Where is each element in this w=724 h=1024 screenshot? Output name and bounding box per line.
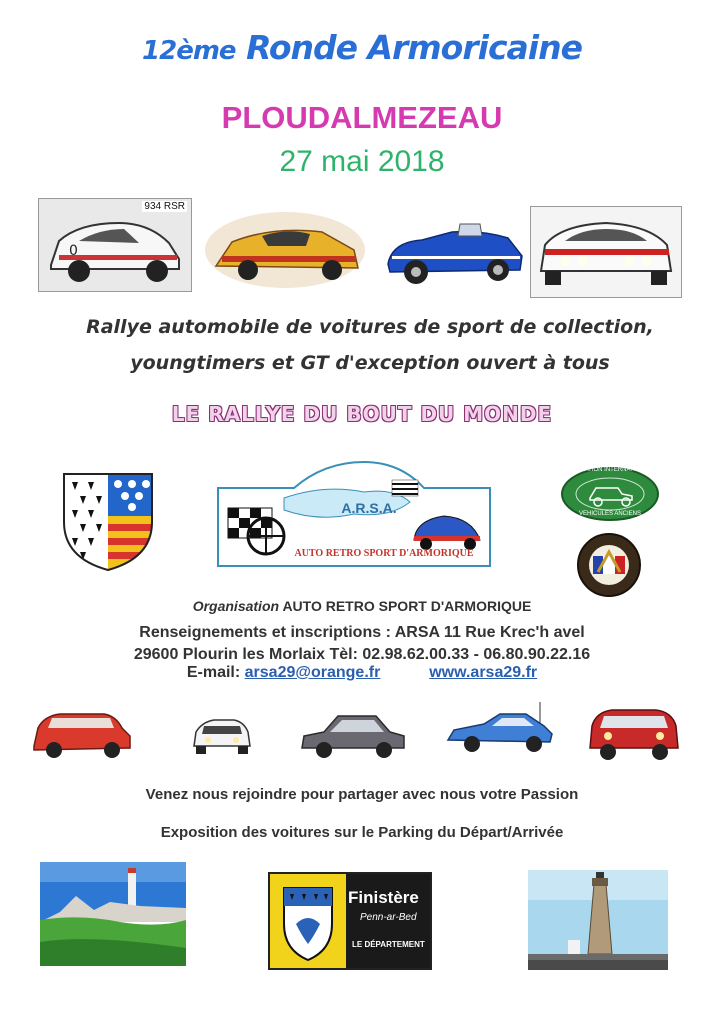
join-message: Venez nous rejoindre pour partager avec nous votre Passion xyxy=(145,786,579,803)
email-link[interactable]: arsa29@orange.fr xyxy=(244,664,381,681)
contact-line-3 xyxy=(0,664,724,682)
cobra-car-icon xyxy=(382,206,526,290)
event-city: PLOUDALMEZEAU xyxy=(221,100,503,135)
blue-targa-icon xyxy=(444,700,556,756)
description-line-1: Rallye automobile de voitures de sport de collection, xyxy=(86,316,654,338)
fiva-logo xyxy=(560,466,660,522)
porsche-photo xyxy=(38,198,192,292)
fiat-x19-drawing xyxy=(444,700,556,756)
fiva-text-bottom: VEHICULES ANCIENS xyxy=(578,511,642,517)
ffve-emblem-icon xyxy=(576,532,642,598)
website-link[interactable]: www.arsa29.fr xyxy=(429,664,538,681)
ffve-badge xyxy=(576,532,642,598)
svg-text:0: 0 xyxy=(69,243,78,259)
event-title xyxy=(0,28,724,67)
porsche-badge: 934 RSR xyxy=(144,201,185,212)
alpine-car-icon xyxy=(202,206,368,290)
arsa-caption: AUTO RETRO SPORT D'ARMORIQUE xyxy=(294,548,474,559)
title-edition: 12ème xyxy=(142,36,236,66)
audi-car-icon xyxy=(531,207,681,297)
finistere-sub: Penn-ar-Bed xyxy=(360,912,417,923)
arsa-logo xyxy=(214,458,494,570)
organisation-name: AUTO RETRO SPORT D'ARMORIQUE xyxy=(282,598,532,614)
renault-drawing xyxy=(190,712,254,758)
finistere-dept: LE DÉPARTEMENT xyxy=(352,940,425,949)
organisation-line xyxy=(0,598,724,614)
finistere-logo xyxy=(268,872,432,970)
breton-flag-icon xyxy=(392,480,418,496)
red-r8-icon xyxy=(586,704,682,764)
lighthouse-icon xyxy=(528,870,668,970)
coast-landscape-icon xyxy=(40,862,186,966)
fiva-text-top: FEDERATION INTERNATIONALE xyxy=(564,467,656,473)
lighthouse-photo xyxy=(528,870,668,970)
white-coupe-icon xyxy=(190,712,254,758)
title-name: Ronde Armoricaine xyxy=(246,28,582,67)
finistere-yellow-panel xyxy=(270,874,346,968)
shield-icon xyxy=(62,472,154,572)
peugeot-drawing xyxy=(298,710,408,760)
organisation-lead: Organisation xyxy=(192,598,280,614)
finistere-name: Finistère xyxy=(348,888,419,907)
coat-of-arms xyxy=(62,472,154,572)
coastal-lighthouse-painting xyxy=(40,862,186,966)
arsa-letters: A.R.S.A. xyxy=(341,500,397,516)
audi-photo xyxy=(530,206,682,298)
simca-drawing xyxy=(30,704,134,762)
exhibition-message: Exposition des voitures sur le Parking du Départ/Arrivée xyxy=(160,824,564,841)
porsche-car-icon xyxy=(39,199,191,291)
email-label: E-mail: xyxy=(186,664,241,681)
event-date: 27 mai 2018 xyxy=(279,145,445,178)
red-saloon-icon xyxy=(30,704,134,762)
cobra-drawing xyxy=(382,206,526,290)
finistere-crest-icon xyxy=(270,874,346,968)
alpine-drawing xyxy=(202,206,368,290)
grey-hatchback-icon xyxy=(298,710,408,760)
contact-line-2: 29600 Plourin les Morlaix Tèl: 02.98.62.00.33 - 06.80.90.22.16 xyxy=(133,646,591,663)
slogan: LE RALLYE DU BOUT DU MONDE xyxy=(171,402,553,426)
description-line-2: youngtimers et GT d'exception ouvert à tous xyxy=(130,352,610,374)
r8-drawing xyxy=(586,704,682,764)
contact-line-1: Renseignements et inscriptions : ARSA 11 Rue Krec'h avel xyxy=(139,624,585,641)
